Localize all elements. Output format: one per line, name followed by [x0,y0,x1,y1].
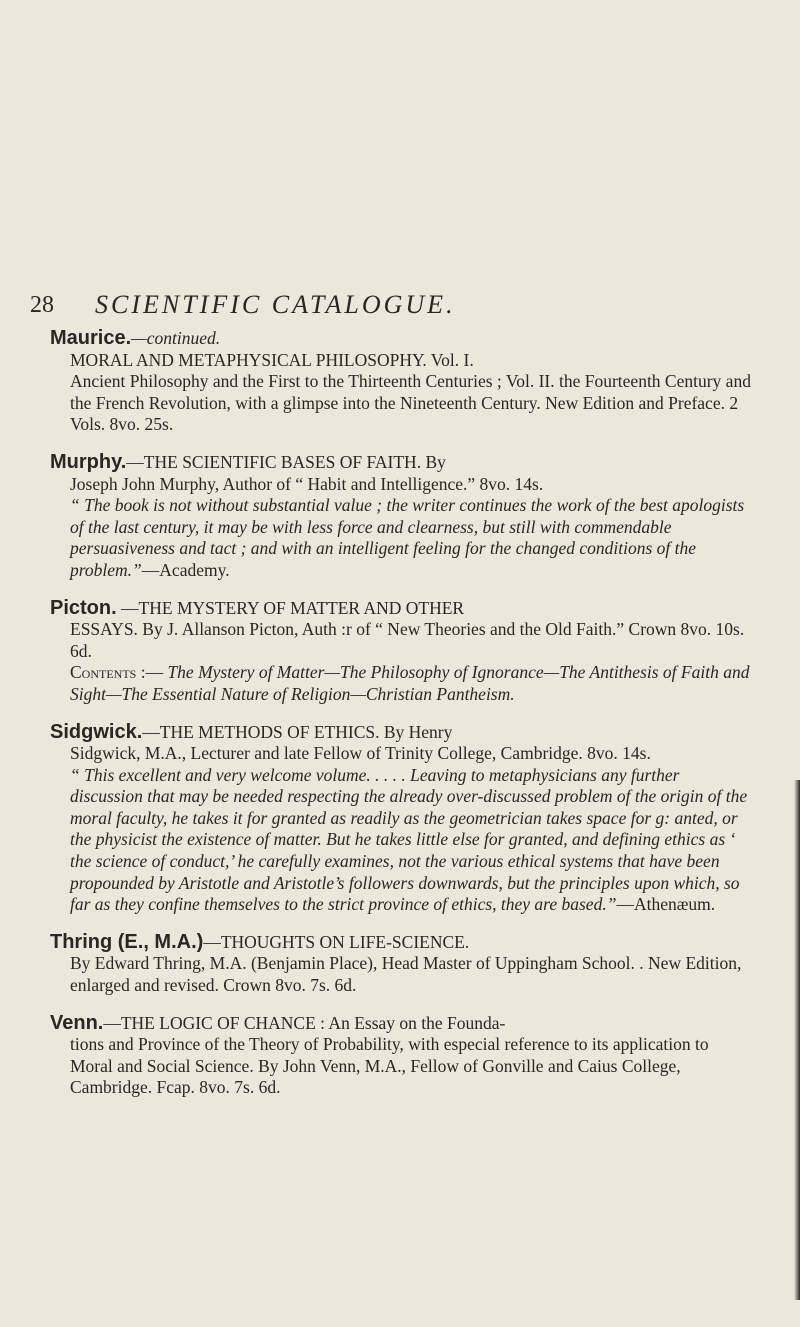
entry-title: —THE SCIENTIFIC BASES OF FAITH. By [126,451,446,472]
page-header [30,290,770,330]
entry-heading [50,452,755,474]
entry-author: Maurice. [50,327,132,349]
entry-heading [50,722,755,744]
entry-byline: tions and Province of the Theory of Probability, with especial reference to its application to Moral and Social Science. By John Venn, M.A., Fellow of Gonville and Caius College, Cambridge. Fcap. 8vo. 7s. 6d. [70,1034,709,1098]
page-number: 28 [30,292,54,318]
entry-picton [50,598,755,706]
entry-description: Ancient Philosophy and the First to the Thirteenth Centuries ; Vol. II. the Fourteenth Century and the French Revolution, with a glimpse into the Nineteenth Century. New Edition and Preface. 2 Vols. 8vo. 25s. [70,371,751,435]
entry-heading [50,932,755,954]
entry-heading [50,598,755,620]
contents-label: Contents :— [70,662,168,683]
entry-title: —THOUGHTS ON LIFE-SCIENCE. [203,931,470,952]
review-quote-text: “ This excellent and very welcome volume. . . . . Leaving to metaphysicians any further discussion that may be needed respecting the already over-discussed problem of the origin of the moral faculty, he takes it for granted as readily as the geometrician takes space for g: anted, or the physicist the existence of matter. But he takes little else for granted, and defining ethics as ‘ the science of conduct,’ he carefully examines, not the various ethical systems that have been propounded by Aristotle and Aristotle’s followers downwards, but the principles upon which, so far as they confine themselves to the strict province of ethics, they are based.” [70,764,748,915]
entry-title: —THE LOGIC OF CHANCE : An Essay on the Founda- [103,1012,506,1033]
catalogue-entries [50,328,755,1115]
entry-author: Sidgwick. [50,720,143,743]
entry-title: —THE METHODS OF ETHICS. By Henry [142,721,453,742]
entry-thring [50,932,755,997]
entry-byline: Joseph John Murphy, Author of “ Habit and Intelligence.” 8vo. 14s. [70,473,544,494]
entry-murphy [50,452,755,582]
entry-byline: By Edward Thring, M.A. (Benjamin Place), Head Master of Uppingham School. . New Edition, enlarged and revised. Crown 8vo. 7s. 6d. [70,953,742,996]
entry-author: Thring (E., M.A.) [50,930,204,953]
entry-heading [50,1013,755,1035]
entry-title: —THE MYSTERY OF MATTER AND OTHER [116,597,465,618]
entry-byline: Sidgwick, M.A., Lecturer and late Fellow of Trinity College, Cambridge. 8vo. 14s. [70,743,651,764]
running-title: SCIENTIFIC CATALOGUE. [95,290,456,319]
entry-author: Murphy. [50,450,127,473]
entry-maurice [50,328,755,436]
contents-list: The Mystery of Matter—The Philosophy of Ignorance—The Antithesis of Faith and Sight—The Essential Nature of Religion—Christian Pantheism. [70,662,750,704]
entry-author: Picton. [50,596,117,619]
review-quote [50,495,755,581]
review-source: —Athenæum. [616,894,716,915]
review-source: —Academy. [141,559,230,580]
entry-heading [50,328,755,350]
entry-title: MORAL AND METAPHYSICAL PHILOSOPHY. Vol. I. [70,349,474,370]
review-quote [50,765,755,916]
entry-sidgwick [50,722,755,916]
review-quote-text: “ The book is not without substantial value ; the writer continues the work of the best apologists of the last century, it may be with less force and clearness, but still with commendable persuasiveness and tact ; and with an intelligent feeling for the changed conditions of the problem.” [70,495,745,580]
entry-contents [50,662,755,705]
page-edge-shadow [794,780,800,1300]
entry-byline: ESSAYS. By J. Allanson Picton, Auth :r of “ New Theories and the Old Faith.” Crown 8vo. 10s. 6d. [70,619,745,661]
entry-continued: —continued. [131,328,221,348]
entry-venn [50,1013,755,1099]
entry-author: Venn. [50,1011,104,1034]
